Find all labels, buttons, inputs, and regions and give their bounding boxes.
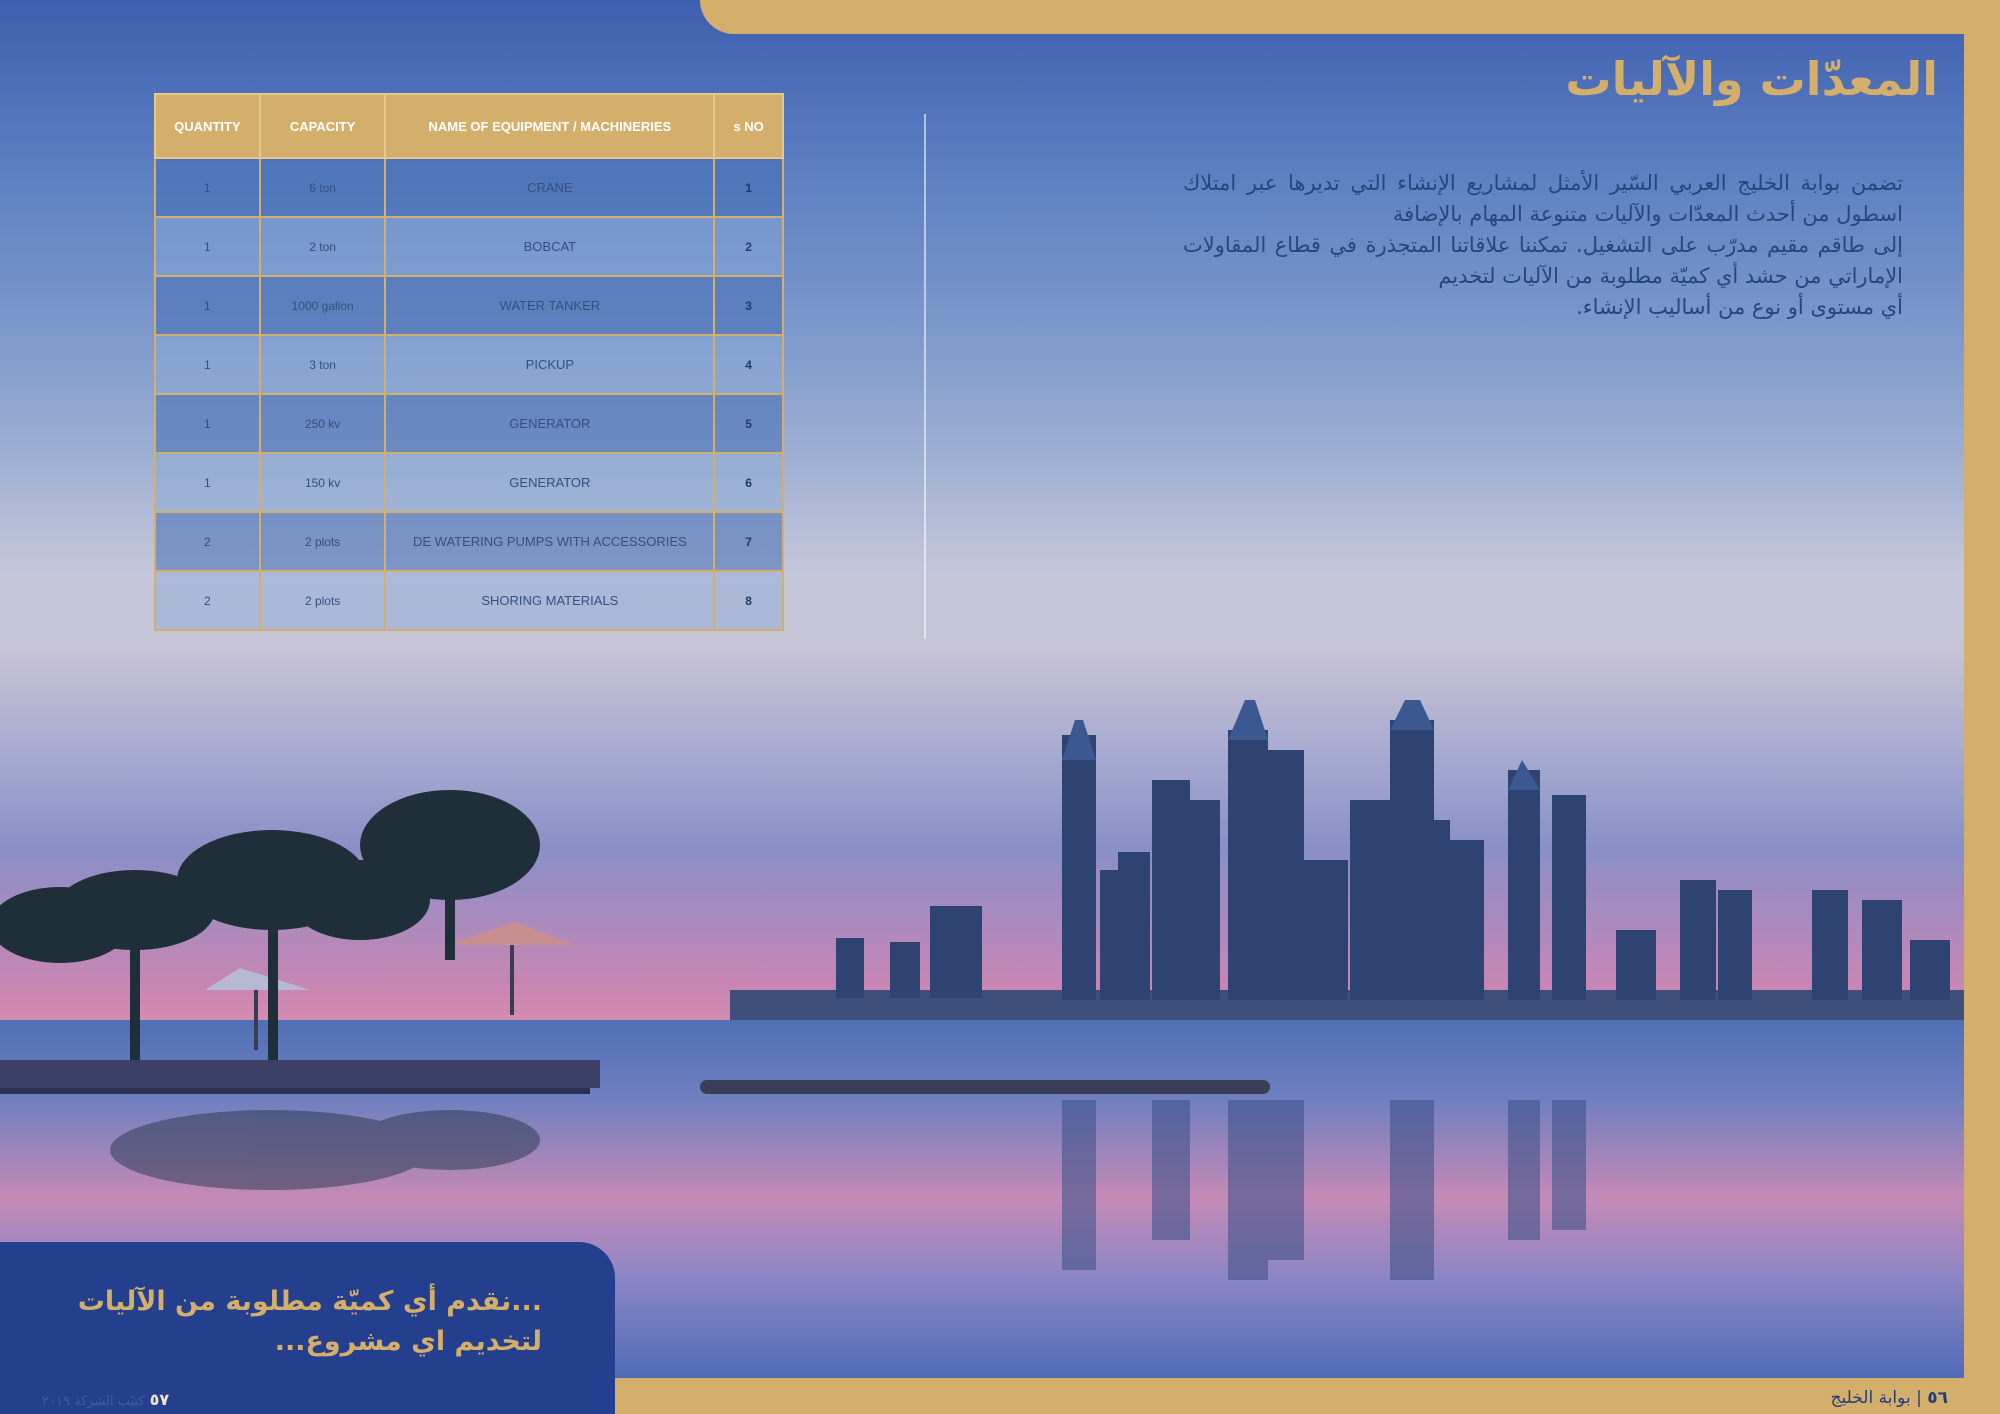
table-row — [155, 217, 783, 276]
cell-capacity: 2 plots — [260, 571, 386, 630]
cell-quantity: 2 — [155, 571, 260, 630]
table-row — [155, 276, 783, 335]
footer-separator: | — [1910, 1388, 1922, 1408]
table-row — [155, 158, 783, 217]
table-header-row — [155, 94, 783, 158]
right-page-label: بوابة الخليج — [1830, 1388, 1911, 1408]
cell-quantity: 1 — [155, 158, 260, 217]
tagline-line: ...نقدم أي كميّة مطلوبة من الآليات — [77, 1286, 542, 1317]
header-name: NAME OF EQUIPMENT / MACHINERIES — [385, 94, 714, 158]
cell-sno: 5 — [714, 394, 783, 453]
cell-name: CRANE — [385, 158, 714, 217]
paragraph-line: تضمن بوابة الخليج العربي السّير الأمثل لمشاريع الإنشاء التي تديرها عبر امتلاك اسطول من أحدث المعدّات والآليات متنوعة المهام بالإضافة — [1183, 171, 1903, 226]
bottom-gold-band — [560, 1378, 2000, 1414]
tagline — [78, 1282, 542, 1362]
cell-sno: 2 — [714, 217, 783, 276]
cell-capacity: 2 ton — [260, 217, 386, 276]
table-row — [155, 571, 783, 630]
cell-capacity: 6 ton — [260, 158, 386, 217]
paragraph-line: أي مستوى أو نوع من أساليب الإنشاء. — [1576, 295, 1903, 319]
cell-name: GENERATOR — [385, 394, 714, 453]
paragraph-line: إلى طاقم مقيم مدرّب على التشغيل. تمكننا علاقاتنا المتجذرة في قطاع المقاولات الإماراتي من حشد أي كميّة مطلوبة من الآليات لتخديم — [1183, 233, 1903, 288]
top-gold-band — [700, 0, 2000, 34]
page-title: المعدّات والآليات — [1565, 52, 1938, 106]
cell-quantity: 1 — [155, 453, 260, 512]
cell-quantity: 1 — [155, 335, 260, 394]
intro-paragraph — [1183, 168, 1903, 323]
table-row — [155, 394, 783, 453]
cell-capacity: 250 kv — [260, 394, 386, 453]
cell-sno: 8 — [714, 571, 783, 630]
cell-quantity: 1 — [155, 394, 260, 453]
right-gold-band — [1964, 0, 2000, 1414]
table-row — [155, 453, 783, 512]
table-row — [155, 512, 783, 571]
cell-quantity: 1 — [155, 217, 260, 276]
header-quantity: QUANTITY — [155, 94, 260, 158]
left-page-footer — [42, 1390, 175, 1409]
cell-sno: 1 — [714, 158, 783, 217]
cell-sno: 4 — [714, 335, 783, 394]
cell-name: PICKUP — [385, 335, 714, 394]
cell-capacity: 2 plots — [260, 512, 386, 571]
tagline-panel — [0, 1242, 615, 1414]
right-page-number: ٥٦ — [1927, 1388, 1948, 1408]
vertical-divider — [924, 114, 926, 639]
cell-name: WATER TANKER — [385, 276, 714, 335]
cell-name: SHORING MATERIALS — [385, 571, 714, 630]
header-capacity: CAPACITY — [260, 94, 386, 158]
cell-capacity: 150 kv — [260, 453, 386, 512]
left-page-number: ٥٧ — [149, 1390, 170, 1409]
cell-sno: 6 — [714, 453, 783, 512]
header-sno: s NO — [714, 94, 783, 158]
cell-capacity: 3 ton — [260, 335, 386, 394]
tagline-line: لتخديم اي مشروع... — [274, 1326, 542, 1357]
cell-capacity: 1000 gallon — [260, 276, 386, 335]
cell-name: DE WATERING PUMPS WITH ACCESSORIES — [385, 512, 714, 571]
cell-quantity: 1 — [155, 276, 260, 335]
cell-sno: 3 — [714, 276, 783, 335]
cell-quantity: 2 — [155, 512, 260, 571]
cell-name: GENERATOR — [385, 453, 714, 512]
cell-name: BOBCAT — [385, 217, 714, 276]
right-page-footer — [1831, 1388, 1948, 1408]
left-page-label: كتيّب الشركة ٢٠١٩ — [42, 1394, 145, 1409]
equipment-table — [154, 93, 784, 631]
cell-sno: 7 — [714, 512, 783, 571]
table-row — [155, 335, 783, 394]
